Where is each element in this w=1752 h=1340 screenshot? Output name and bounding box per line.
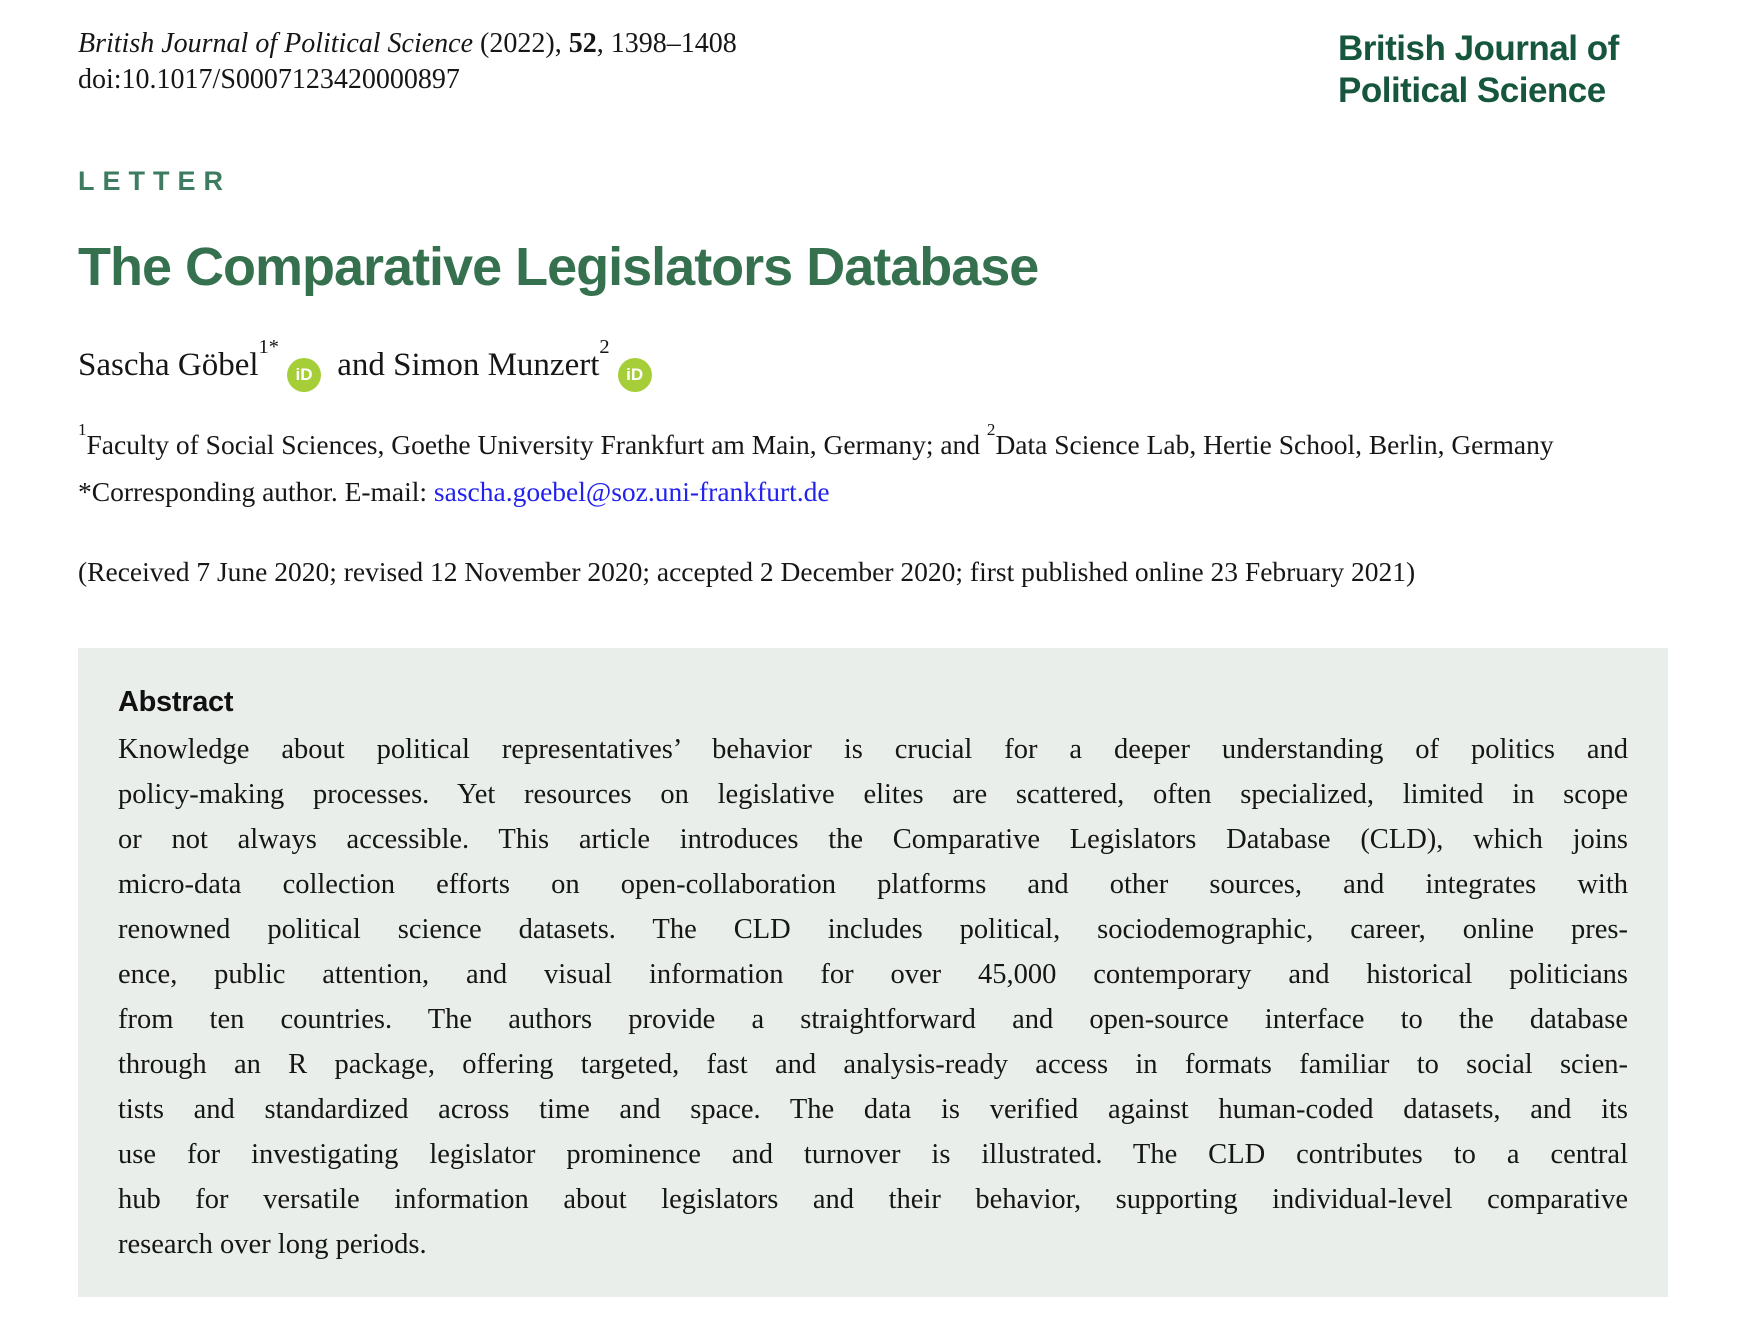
abstract-line: tists and standardized across time and space. The data is verified against human-coded datasets, and its (118, 1094, 1628, 1125)
affiliation-superscript-1: 1 (78, 420, 87, 440)
abstract-line: policy-making processes. Yet resources on legislative elites are scattered, often specialized, limited in scope (118, 779, 1628, 810)
affiliations (78, 420, 1668, 463)
corresponding-author-line (78, 473, 1668, 510)
author-name-2: Simon Munzert (393, 347, 600, 383)
citation-pages: , 1398–1408 (596, 28, 737, 59)
email-link[interactable]: sascha.goebel@soz.uni-frankfurt.de (433, 476, 830, 507)
journal-logo (1338, 28, 1668, 112)
affiliation-text-2: Data Science Lab, Hertie School, Berlin, Germany (995, 429, 1554, 460)
abstract-line: renowned political science datasets. The CLD includes political, sociodemographic, career, online pres- (118, 914, 1628, 945)
abstract-line: through an R package, offering targeted, fast and analysis-ready access in formats familiar to social scien- (118, 1049, 1628, 1080)
journal-logo-line1: British Journal of (1338, 29, 1619, 68)
citation-journal-name: British Journal of Political Science (78, 28, 474, 59)
abstract-line: ence, public attention, and visual information for over 45,000 contemporary and historical politicians (118, 959, 1628, 990)
authors-line (78, 335, 1668, 392)
authors-separator: and (328, 347, 394, 383)
article-type-label: LETTER (78, 166, 231, 196)
corresponding-label: *Corresponding author. E-mail: (78, 476, 434, 507)
journal-logo-line2: Political Science (1338, 71, 1606, 110)
affiliation-superscript-2: 2 (986, 420, 996, 440)
abstract-line: hub for versatile information about legislators and their behavior, supporting individual-level comparative (118, 1184, 1628, 1215)
abstract-line: or not always accessible. This article introduces the Comparative Legislators Database (CLD), which joins (118, 824, 1628, 855)
page-header (78, 26, 1668, 112)
citation-year: (2022), (473, 28, 569, 59)
citation-block (78, 26, 737, 98)
orcid-icon[interactable]: iD (618, 358, 652, 392)
citation-volume: 52 (568, 28, 597, 59)
abstract-line: Knowledge about political representatives’ behavior is crucial for a deeper understanding of politics and (118, 734, 1628, 765)
author-superscript-1: 1* (258, 335, 279, 358)
author-superscript-2: 2 (599, 335, 610, 358)
page-title: The Comparative Legislators Database (78, 237, 1039, 297)
article-history-line: (Received 7 June 2020; revised 12 November 2020; accepted 2 December 2020; first published online 23 February 2021) (78, 556, 1416, 587)
abstract-heading: Abstract (118, 686, 234, 718)
doi-line: doi:10.1017/S0007123420000897 (78, 64, 460, 95)
affiliation-text-1: Faculty of Social Sciences, Goethe University Frankfurt am Main, Germany; and (86, 429, 987, 460)
abstract-line: from ten countries. The authors provide a straightforward and open-source interface to the database (118, 1004, 1628, 1035)
abstract-line: micro-data collection efforts on open-collaboration platforms and other sources, and integrates with (118, 869, 1628, 900)
orcid-icon[interactable]: iD (287, 358, 321, 392)
abstract-line: research over long periods. (118, 1229, 427, 1260)
author-name-1: Sascha Göbel (78, 347, 259, 383)
abstract-line: use for investigating legislator prominence and turnover is illustrated. The CLD contributes to a central (118, 1139, 1628, 1170)
abstract-section (78, 648, 1668, 1297)
citation-line (78, 26, 737, 62)
